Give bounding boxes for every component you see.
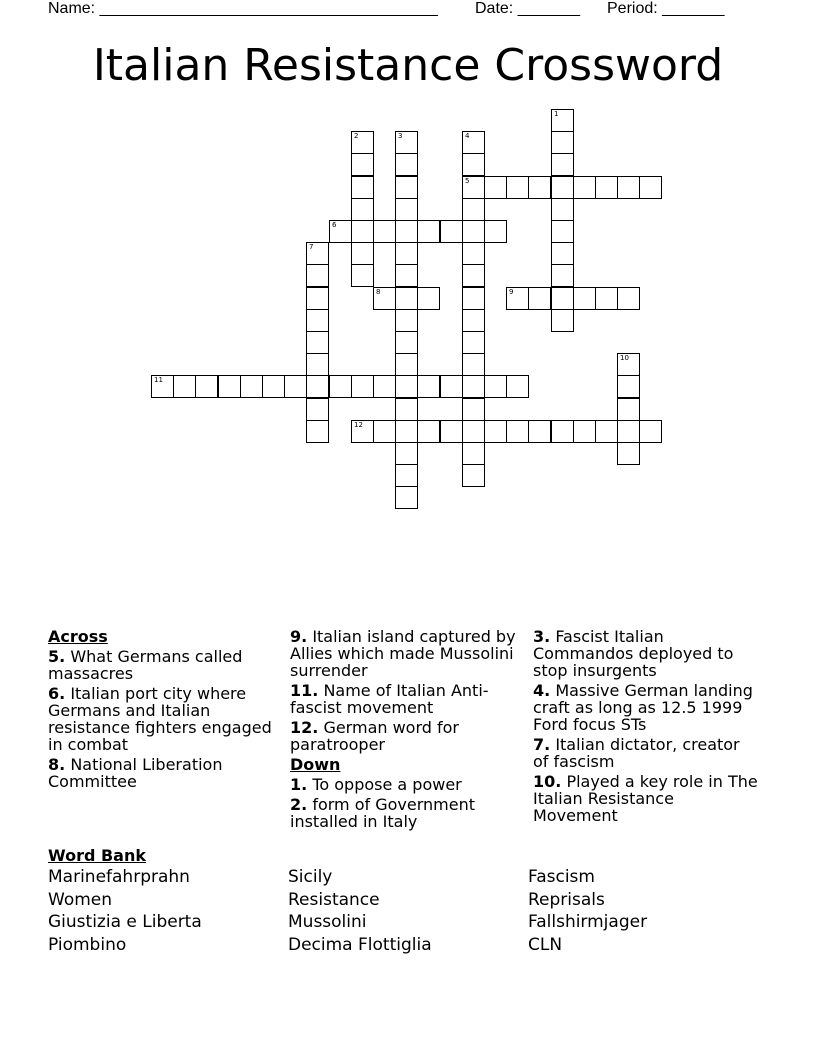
clues-column-2	[290, 628, 520, 833]
clues-column-3	[533, 628, 758, 827]
crossword-cell[interactable]	[573, 287, 596, 310]
crossword-cell[interactable]	[551, 153, 574, 176]
clue-text: Italian port city where Germans and Italian resistance fighters engaged in combat	[48, 684, 272, 754]
clue-down-1	[290, 776, 520, 793]
crossword-cell[interactable]	[595, 176, 618, 199]
crossword-cell[interactable]	[595, 420, 618, 443]
cell-number: 1	[554, 110, 559, 118]
clue-number: 11.	[290, 681, 319, 700]
crossword-cell[interactable]	[395, 420, 418, 443]
crossword-cell[interactable]	[440, 220, 463, 243]
crossword-cell[interactable]	[617, 375, 640, 398]
word-bank-item: Mussolini	[288, 912, 367, 932]
clue-down-7	[533, 736, 758, 770]
word-bank-item: Decima Flottiglia	[288, 934, 432, 955]
crossword-cell[interactable]	[306, 287, 329, 310]
crossword-cell[interactable]	[573, 176, 596, 199]
crossword-cell[interactable]	[462, 309, 485, 332]
crossword-cell[interactable]	[284, 375, 307, 398]
crossword-cell[interactable]	[462, 287, 485, 310]
clue-across-9	[290, 628, 520, 679]
crossword-cell[interactable]	[373, 287, 396, 310]
crossword-cell[interactable]	[528, 420, 551, 443]
crossword-cell[interactable]	[417, 287, 440, 310]
crossword-cell[interactable]	[151, 375, 174, 398]
crossword-cell[interactable]	[240, 375, 263, 398]
crossword-cell[interactable]	[306, 309, 329, 332]
crossword-cell[interactable]	[639, 176, 662, 199]
clue-across-11	[290, 682, 520, 716]
down-heading: Down	[290, 755, 341, 774]
cell-number: 8	[376, 288, 381, 296]
clue-across-12	[290, 719, 520, 753]
crossword-cell[interactable]	[373, 420, 396, 443]
crossword-cell[interactable]	[306, 375, 329, 398]
crossword-cell[interactable]	[551, 109, 574, 132]
clue-text: Name of Italian Anti-fascist movement	[290, 681, 489, 717]
clue-number: 5.	[48, 647, 66, 666]
crossword-cell[interactable]	[462, 353, 485, 376]
crossword-cell[interactable]	[551, 420, 574, 443]
crossword-cell[interactable]	[462, 131, 485, 154]
clue-down-2	[290, 796, 520, 830]
clue-number: 3.	[533, 627, 551, 646]
word-bank-item: Giustizia e Liberta	[48, 912, 202, 932]
crossword-cell[interactable]	[395, 309, 418, 332]
crossword-cell[interactable]	[306, 242, 329, 265]
crossword-cell[interactable]	[462, 375, 485, 398]
crossword-cell[interactable]	[551, 264, 574, 287]
clue-number: 4.	[533, 681, 551, 700]
crossword-cell[interactable]	[395, 264, 418, 287]
crossword-cell[interactable]	[262, 375, 285, 398]
clue-text: form of Government installed in Italy	[290, 795, 475, 831]
clue-down-3	[533, 628, 758, 679]
word-bank-list	[48, 866, 788, 956]
clue-number: 9.	[290, 627, 308, 646]
crossword-cell[interactable]	[306, 331, 329, 354]
crossword-cell[interactable]	[173, 375, 196, 398]
crossword-cell[interactable]	[395, 176, 418, 199]
crossword-cell[interactable]	[395, 331, 418, 354]
clue-text: Italian island captured by Allies which made Mussolini surrender	[290, 627, 516, 680]
cell-number: 12	[354, 421, 363, 429]
crossword-cell[interactable]	[462, 398, 485, 421]
clue-across-6	[48, 685, 273, 753]
clue-text: Played a key role in The Italian Resistance Movement	[533, 772, 758, 825]
crossword-cell[interactable]	[351, 264, 374, 287]
word-bank-item: Marinefahrprahn	[48, 867, 190, 887]
crossword-cell[interactable]	[395, 464, 418, 487]
crossword-cell[interactable]	[462, 220, 485, 243]
name-line[interactable]: Name: ______________________________________	[48, 0, 438, 17]
crossword-cell[interactable]	[395, 486, 418, 509]
crossword-cell[interactable]	[462, 198, 485, 221]
crossword-cell[interactable]	[551, 131, 574, 154]
clue-text: What Germans called massacres	[48, 647, 243, 683]
crossword-cell[interactable]	[351, 420, 374, 443]
clue-number: 12.	[290, 718, 319, 737]
crossword-cell[interactable]	[617, 287, 640, 310]
clue-text: National Liberation Committee	[48, 755, 223, 791]
crossword-cell[interactable]	[195, 375, 218, 398]
clue-number: 1.	[290, 775, 308, 794]
crossword-cell[interactable]	[395, 153, 418, 176]
date-line[interactable]: Date: _______	[475, 0, 580, 17]
cell-number: 9	[509, 288, 514, 296]
crossword-cell[interactable]	[306, 353, 329, 376]
period-line[interactable]: Period: _______	[607, 0, 725, 17]
crossword-cell[interactable]	[551, 176, 574, 199]
crossword-cell[interactable]	[484, 176, 507, 199]
clue-number: 8.	[48, 755, 66, 774]
crossword-cell[interactable]	[462, 420, 485, 443]
crossword-cell[interactable]	[551, 309, 574, 332]
crossword-cell[interactable]	[617, 176, 640, 199]
crossword-cell[interactable]	[417, 375, 440, 398]
clue-across-8	[48, 756, 273, 790]
crossword-cell[interactable]	[484, 375, 507, 398]
cell-number: 3	[398, 132, 403, 140]
crossword-cell[interactable]	[395, 220, 418, 243]
word-bank-item: CLN	[528, 934, 563, 955]
cell-number: 2	[354, 132, 359, 140]
across-heading: Across	[48, 627, 108, 646]
clue-text: Italian dictator, creator of fascism	[533, 735, 740, 771]
cell-number: 4	[465, 132, 470, 140]
cell-number: 6	[332, 221, 337, 229]
clue-number: 2.	[290, 795, 308, 814]
cell-number: 10	[620, 354, 629, 362]
crossword-cell[interactable]	[506, 375, 529, 398]
crossword-cell[interactable]	[551, 242, 574, 265]
crossword-cell[interactable]	[306, 398, 329, 421]
crossword-cell[interactable]	[373, 375, 396, 398]
word-bank-item: Resistance	[288, 889, 380, 910]
word-bank-item: Fallshirmjager	[528, 912, 648, 932]
clue-text: To oppose a power	[312, 775, 462, 794]
crossword-cell[interactable]	[506, 287, 529, 310]
crossword-cell[interactable]	[351, 375, 374, 398]
crossword-cell[interactable]	[329, 375, 352, 398]
cell-number: 7	[309, 243, 314, 251]
crossword-cell[interactable]	[373, 220, 396, 243]
word-bank-item: Piombino	[48, 934, 127, 955]
clues-column-1	[48, 628, 273, 793]
word-bank	[48, 846, 788, 956]
clue-number: 7.	[533, 735, 551, 754]
crossword-cell[interactable]	[551, 287, 574, 310]
cell-number: 11	[154, 376, 163, 384]
word-bank-heading: Word Bank	[48, 846, 147, 865]
crossword-cell[interactable]	[462, 153, 485, 176]
crossword-cell[interactable]	[395, 287, 418, 310]
word-bank-item: Women	[48, 889, 113, 910]
cell-number: 5	[465, 177, 470, 185]
clue-number: 10.	[533, 772, 562, 791]
crossword-cell[interactable]	[462, 264, 485, 287]
crossword-cell[interactable]	[395, 442, 418, 465]
crossword-cell[interactable]	[395, 375, 418, 398]
crossword-cell[interactable]	[462, 464, 485, 487]
crossword-cell[interactable]	[528, 176, 551, 199]
crossword-cell[interactable]	[395, 198, 418, 221]
crossword-cell[interactable]	[395, 398, 418, 421]
crossword-cell[interactable]	[617, 398, 640, 421]
crossword-cell[interactable]	[617, 442, 640, 465]
clue-text: Massive German landing craft as long as 12.5 1999 Ford focus STs	[533, 681, 753, 734]
word-bank-item: Sicily	[288, 867, 333, 887]
crossword-cell[interactable]	[462, 176, 485, 199]
clue-text: Fascist Italian Commandos deployed to stop insurgents	[533, 627, 734, 680]
crossword-cell[interactable]	[484, 220, 507, 243]
crossword-cell[interactable]	[506, 176, 529, 199]
crossword-cell[interactable]	[306, 420, 329, 443]
clue-text: German word for paratrooper	[290, 718, 460, 754]
crossword-cell[interactable]	[462, 442, 485, 465]
crossword-cell[interactable]	[484, 420, 507, 443]
clue-number: 6.	[48, 684, 66, 703]
crossword-cell[interactable]	[395, 131, 418, 154]
crossword-cell[interactable]	[617, 420, 640, 443]
crossword-cell[interactable]	[351, 220, 374, 243]
clue-down-10	[533, 773, 758, 824]
crossword-cell[interactable]	[551, 198, 574, 221]
crossword-cell[interactable]	[351, 153, 374, 176]
crossword-cell[interactable]	[351, 198, 374, 221]
word-bank-item: Fascism	[528, 867, 595, 887]
crossword-cell[interactable]	[528, 287, 551, 310]
crossword-cell[interactable]	[595, 287, 618, 310]
crossword-cell[interactable]	[639, 420, 662, 443]
crossword-cell[interactable]	[395, 242, 418, 265]
crossword-cell[interactable]	[506, 420, 529, 443]
word-bank-item: Reprisals	[528, 889, 605, 910]
crossword-cell[interactable]	[395, 353, 418, 376]
crossword-grid	[0, 0, 816, 520]
crossword-cell[interactable]	[417, 420, 440, 443]
crossword-cell[interactable]	[551, 220, 574, 243]
crossword-cell[interactable]	[351, 176, 374, 199]
crossword-cell[interactable]	[440, 420, 463, 443]
crossword-cell[interactable]	[440, 375, 463, 398]
crossword-cell[interactable]	[306, 264, 329, 287]
crossword-cell[interactable]	[218, 375, 241, 398]
clue-down-4	[533, 682, 758, 733]
crossword-cell[interactable]	[462, 331, 485, 354]
clue-across-5	[48, 648, 273, 682]
crossword-cell[interactable]	[351, 242, 374, 265]
crossword-cell[interactable]	[329, 220, 352, 243]
crossword-cell[interactable]	[351, 131, 374, 154]
page-title: Italian Resistance Crossword	[92, 40, 724, 91]
crossword-cell[interactable]	[617, 353, 640, 376]
crossword-cell[interactable]	[462, 242, 485, 265]
crossword-cell[interactable]	[573, 420, 596, 443]
crossword-cell[interactable]	[417, 220, 440, 243]
